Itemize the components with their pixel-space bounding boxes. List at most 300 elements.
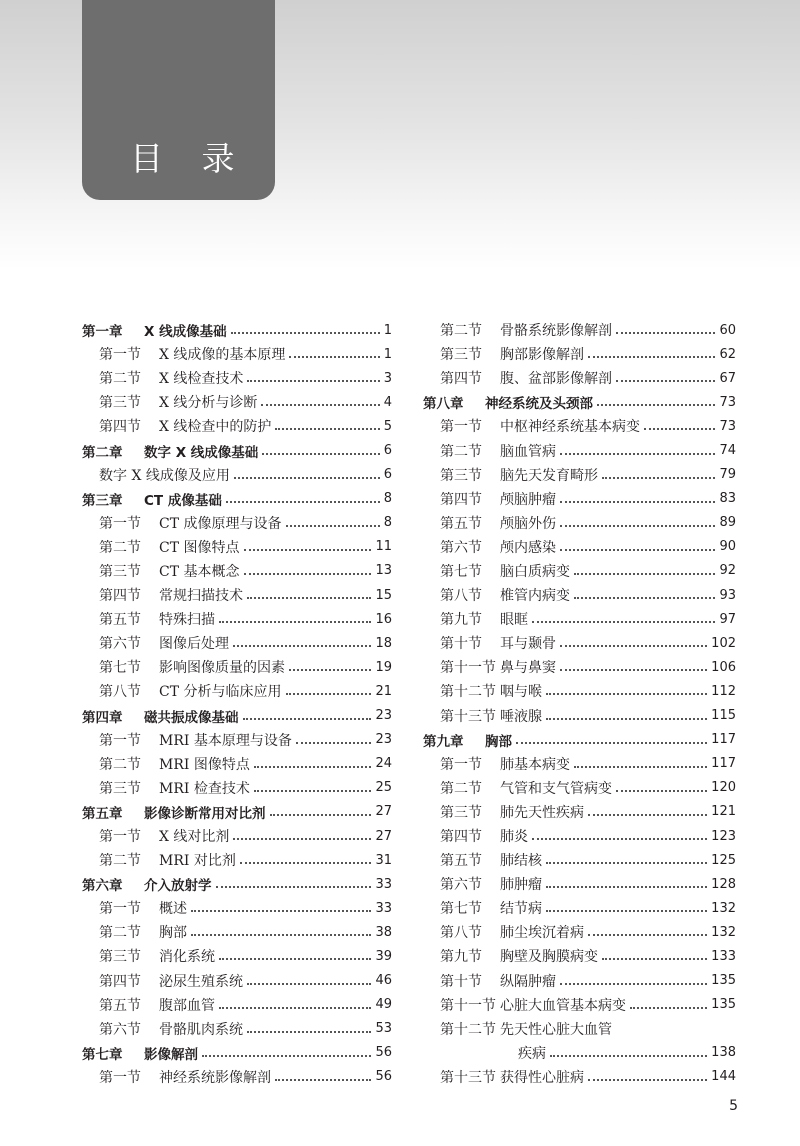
toc-section-entry[interactable] xyxy=(423,535,736,559)
entry-number: 第一节 xyxy=(440,756,482,773)
page-number: 5 xyxy=(729,1098,738,1114)
entry-page-number: 15 xyxy=(375,587,392,603)
entry-page-number: 19 xyxy=(375,659,392,675)
dot-leader xyxy=(532,826,707,840)
entry-page-number: 89 xyxy=(719,515,736,531)
dot-leader xyxy=(546,898,707,912)
entry-number: 第十二节 xyxy=(440,684,496,701)
dot-leader xyxy=(616,320,715,334)
entry-title: X 线成像基础 xyxy=(144,324,227,341)
toc-section-entry[interactable] xyxy=(82,631,392,655)
entry-number: 第二节 xyxy=(99,756,141,773)
entry-title: 神经系统影像解剖 xyxy=(159,1069,271,1086)
entry-page-number: 92 xyxy=(719,563,736,579)
entry-page-number: 13 xyxy=(375,563,392,579)
entry-number: 第六节 xyxy=(440,539,482,556)
entry-number: 第七节 xyxy=(440,563,482,580)
entry-title: MRI 基本原理与设备 xyxy=(159,732,292,749)
toc-section-entry[interactable] xyxy=(82,655,392,679)
entry-page-number: 112 xyxy=(711,683,736,699)
toc-section-entry[interactable] xyxy=(82,896,392,920)
entry-title: 胸部 xyxy=(485,733,512,750)
dot-leader xyxy=(254,778,372,792)
dot-leader xyxy=(191,922,371,936)
toc-section-entry[interactable] xyxy=(82,535,392,559)
entry-title: 影像解剖 xyxy=(144,1046,198,1063)
dot-leader xyxy=(560,657,707,671)
entry-title: X 线成像的基本原理 xyxy=(159,347,286,364)
entry-title: 数字 X 线成像基础 xyxy=(144,444,259,461)
entry-number: 第四节 xyxy=(99,588,141,605)
entry-number: 第三节 xyxy=(99,949,141,966)
dot-leader xyxy=(588,1067,707,1081)
entry-page-number: 38 xyxy=(375,924,392,940)
entry-page-number: 115 xyxy=(711,708,736,724)
toc-section-entry[interactable] xyxy=(82,1017,392,1041)
entry-page-number: 4 xyxy=(383,394,392,410)
entry-title: 腹、盆部影像解剖 xyxy=(500,371,612,388)
entry-title: 消化系统 xyxy=(159,949,215,966)
dot-leader xyxy=(546,874,707,888)
entry-number: 第二节 xyxy=(99,925,141,942)
dot-leader xyxy=(588,922,707,936)
entry-title: 肺炎 xyxy=(500,829,528,846)
toc-section-entry[interactable] xyxy=(82,366,392,390)
dot-leader xyxy=(574,561,715,575)
entry-number: 第八章 xyxy=(423,396,464,413)
entry-page-number: 97 xyxy=(719,611,736,627)
entry-number: 第五节 xyxy=(99,612,141,629)
dot-leader xyxy=(588,344,715,358)
toc-section-entry[interactable] xyxy=(423,920,736,944)
entry-title: 胸部影像解剖 xyxy=(500,347,584,364)
entry-page-number: 1 xyxy=(383,322,392,338)
entry-number: 第五章 xyxy=(82,805,123,822)
entry-page-number: 133 xyxy=(711,948,736,964)
toc-section-entry[interactable] xyxy=(423,511,736,535)
toc-section-entry[interactable] xyxy=(423,969,736,993)
entry-page-number: 11 xyxy=(375,539,392,555)
entry-page-number: 120 xyxy=(711,780,736,796)
entry-number: 第六节 xyxy=(99,636,141,653)
dot-leader xyxy=(516,730,707,744)
entry-page-number: 73 xyxy=(719,394,736,410)
entry-page-number: 23 xyxy=(375,732,392,748)
entry-page-number: 132 xyxy=(711,924,736,940)
entry-number: 第五节 xyxy=(440,515,482,532)
entry-page-number: 90 xyxy=(719,539,736,555)
dot-leader xyxy=(560,971,707,985)
entry-number: 第一节 xyxy=(99,732,141,749)
entry-title: CT 成像原理与设备 xyxy=(159,515,282,532)
entry-title: X 线对比剂 xyxy=(159,829,230,846)
entry-page-number: 5 xyxy=(383,418,392,434)
entry-title: MRI 检查技术 xyxy=(159,780,250,797)
toc-section-entry[interactable] xyxy=(423,318,736,342)
toc-section-entry[interactable] xyxy=(82,390,392,414)
dot-leader xyxy=(560,489,715,503)
entry-title: 唾液腺 xyxy=(500,708,542,725)
dot-leader xyxy=(289,344,379,358)
dot-leader xyxy=(270,802,372,816)
toc-section-entry[interactable] xyxy=(82,463,392,487)
entry-page-number: 74 xyxy=(719,443,736,459)
toc-section-entry[interactable] xyxy=(82,342,392,366)
toc-section-entry[interactable] xyxy=(423,366,736,390)
entry-page-number: 31 xyxy=(375,852,392,868)
entry-title: 骨骼系统影像解剖 xyxy=(500,323,612,340)
entry-title: CT 分析与临床应用 xyxy=(159,684,282,701)
toc-section-entry[interactable] xyxy=(423,607,736,631)
dot-leader xyxy=(247,1019,371,1033)
toc-section-entry[interactable] xyxy=(82,583,392,607)
dot-leader xyxy=(546,850,707,864)
toc-section-entry[interactable] xyxy=(82,776,392,800)
dot-leader xyxy=(616,368,715,382)
entry-number: 第六章 xyxy=(82,878,123,895)
toc-column-right xyxy=(423,318,736,1089)
dot-leader xyxy=(219,995,371,1009)
entry-page-number: 138 xyxy=(711,1045,736,1061)
entry-number: 第六节 xyxy=(99,1021,141,1038)
toc-chapter-entry[interactable] xyxy=(82,438,392,462)
entry-number: 第七节 xyxy=(99,660,141,677)
entry-page-number: 8 xyxy=(383,515,392,531)
dot-leader xyxy=(602,946,707,960)
entry-title: 获得性心脏病 xyxy=(500,1069,584,1086)
entry-number: 第十一节 xyxy=(440,997,496,1014)
toc-section-entry[interactable] xyxy=(82,511,392,535)
entry-page-number: 83 xyxy=(719,491,736,507)
entry-number: 第四节 xyxy=(440,829,482,846)
dot-leader xyxy=(286,681,372,695)
entry-title: X 线检查技术 xyxy=(159,371,244,388)
entry-page-number: 53 xyxy=(375,1021,392,1037)
toc-section-entry[interactable] xyxy=(423,583,736,607)
dot-leader xyxy=(240,850,372,864)
entry-title: 概述 xyxy=(159,901,187,918)
dot-leader xyxy=(262,441,379,455)
entry-number: 第二节 xyxy=(99,853,141,870)
entry-page-number: 46 xyxy=(375,973,392,989)
dot-leader xyxy=(234,465,380,479)
entry-page-number: 144 xyxy=(711,1069,736,1085)
entry-title: 骨骼肌肉系统 xyxy=(159,1021,243,1038)
entry-title: CT 成像基础 xyxy=(144,492,222,509)
entry-page-number: 135 xyxy=(711,973,736,989)
entry-page-number: 33 xyxy=(375,876,392,892)
toc-section-entry[interactable] xyxy=(423,993,736,1017)
entry-title: 先天性心脏大血管 xyxy=(500,1021,612,1038)
toc-section-entry[interactable] xyxy=(423,848,736,872)
toc-chapter-entry[interactable] xyxy=(423,390,736,414)
entry-title: 特殊扫描 xyxy=(159,612,215,629)
dot-leader xyxy=(216,874,372,888)
entry-title: 腹部血管 xyxy=(159,997,215,1014)
toc-section-entry[interactable] xyxy=(423,1065,736,1089)
entry-page-number: 121 xyxy=(711,804,736,820)
entry-number: 第一节 xyxy=(99,901,141,918)
dot-leader xyxy=(644,416,715,430)
entry-title: 胸部 xyxy=(159,925,187,942)
entry-page-number: 27 xyxy=(375,828,392,844)
toc-section-entry[interactable] xyxy=(423,487,736,511)
entry-number: 第四章 xyxy=(82,709,123,726)
entry-title: 脑血管病 xyxy=(500,443,556,460)
dot-leader xyxy=(247,971,371,985)
dot-leader xyxy=(289,657,371,671)
toc-section-entry[interactable] xyxy=(423,1017,736,1041)
entry-title: 咽与喉 xyxy=(500,684,542,701)
toc-section-entry[interactable] xyxy=(423,944,736,968)
toc-chapter-entry[interactable] xyxy=(423,728,736,752)
dot-leader xyxy=(574,585,715,599)
entry-page-number: 6 xyxy=(383,467,392,483)
entry-title: 磁共振成像基础 xyxy=(144,709,239,726)
entry-number: 第十三节 xyxy=(440,1069,496,1086)
toc-section-entry[interactable] xyxy=(82,920,392,944)
entry-page-number: 18 xyxy=(375,635,392,651)
entry-title: 脑白质病变 xyxy=(500,563,570,580)
toc-section-entry[interactable] xyxy=(82,1065,392,1089)
entry-number: 第二节 xyxy=(440,780,482,797)
toc-section-entry[interactable] xyxy=(82,944,392,968)
toc-section-entry[interactable] xyxy=(423,679,736,703)
entry-title: 常规扫描技术 xyxy=(159,588,243,605)
entry-title: 心脏大血管基本病变 xyxy=(500,997,626,1014)
toc-section-entry[interactable] xyxy=(82,728,392,752)
entry-page-number: 132 xyxy=(711,900,736,916)
dot-leader xyxy=(532,609,715,623)
entry-number: 第一节 xyxy=(99,829,141,846)
toc-section-entry[interactable] xyxy=(423,414,736,438)
entry-title: 图像后处理 xyxy=(159,636,229,653)
entry-title: X 线检查中的防护 xyxy=(159,419,272,436)
entry-number: 第七节 xyxy=(440,901,482,918)
entry-page-number: 6 xyxy=(383,443,392,459)
dot-leader xyxy=(219,609,371,623)
entry-number: 第九节 xyxy=(440,612,482,629)
dot-leader xyxy=(219,946,371,960)
entry-number: 第八节 xyxy=(99,684,141,701)
entry-title: CT 图像特点 xyxy=(159,539,240,556)
toc-section-entry[interactable] xyxy=(423,438,736,462)
toc-section-entry[interactable] xyxy=(82,824,392,848)
dot-leader xyxy=(560,633,707,647)
entry-page-number: 56 xyxy=(375,1045,392,1061)
entry-page-number: 21 xyxy=(375,683,392,699)
dot-leader xyxy=(254,754,372,768)
entry-page-number: 79 xyxy=(719,467,736,483)
entry-title: 影像诊断常用对比剂 xyxy=(144,805,266,822)
toc-section-entry[interactable] xyxy=(423,1041,736,1065)
entry-number: 第十一节 xyxy=(440,660,496,677)
toc-section-entry[interactable] xyxy=(423,824,736,848)
entry-title: 耳与颞骨 xyxy=(500,636,556,653)
toc-section-entry[interactable] xyxy=(82,414,392,438)
entry-number: 第七章 xyxy=(82,1046,123,1063)
entry-page-number: 23 xyxy=(375,708,392,724)
entry-number: 第六节 xyxy=(440,877,482,894)
dot-leader xyxy=(560,441,715,455)
entry-title: 影响图像质量的因素 xyxy=(159,660,285,677)
entry-page-number: 24 xyxy=(375,756,392,772)
dot-leader xyxy=(546,706,707,720)
entry-title: 泌尿生殖系统 xyxy=(159,973,243,990)
entry-number: 第十二节 xyxy=(440,1021,496,1038)
entry-page-number: 93 xyxy=(719,587,736,603)
entry-title: 肺先天性疾病 xyxy=(500,804,584,821)
toc-chapter-entry[interactable] xyxy=(82,872,392,896)
entry-number: 第三节 xyxy=(99,780,141,797)
entry-number: 第九章 xyxy=(423,733,464,750)
toc-section-entry[interactable] xyxy=(82,993,392,1017)
entry-title: 肺肿瘤 xyxy=(500,877,542,894)
entry-title: 肺基本病变 xyxy=(500,756,570,773)
toc-column-left xyxy=(82,318,392,1089)
entry-title: MRI 图像特点 xyxy=(159,756,250,773)
entry-title: 神经系统及头颈部 xyxy=(485,396,593,413)
entry-number: 第一章 xyxy=(82,324,123,341)
entry-page-number: 67 xyxy=(719,370,736,386)
entry-number: 第四节 xyxy=(99,419,141,436)
entry-page-number: 27 xyxy=(375,804,392,820)
dot-leader xyxy=(286,513,380,527)
toc-chapter-entry[interactable] xyxy=(82,800,392,824)
dot-leader xyxy=(296,730,372,744)
entry-page-number: 33 xyxy=(375,900,392,916)
entry-number: 第八节 xyxy=(440,588,482,605)
toc-section-entry[interactable] xyxy=(82,752,392,776)
toc-chapter-entry[interactable] xyxy=(82,704,392,728)
entry-title: 颅内感染 xyxy=(500,539,556,556)
entry-number: 第一节 xyxy=(99,1069,141,1086)
toc-section-entry[interactable] xyxy=(423,752,736,776)
entry-page-number: 49 xyxy=(375,997,392,1013)
entry-number: 第三章 xyxy=(82,492,123,509)
dot-leader xyxy=(602,465,715,479)
toc-chapter-entry[interactable] xyxy=(82,1041,392,1065)
entry-title: CT 基本概念 xyxy=(159,563,240,580)
entry-title: 鼻与鼻窦 xyxy=(500,660,556,677)
entry-number: 第四节 xyxy=(440,491,482,508)
toc-section-entry[interactable] xyxy=(423,631,736,655)
dot-leader xyxy=(231,320,380,334)
toc-section-entry[interactable] xyxy=(82,559,392,583)
entry-number: 第一节 xyxy=(440,419,482,436)
entry-title: 脑先天发育畸形 xyxy=(500,467,598,484)
toc-section-entry[interactable] xyxy=(82,848,392,872)
entry-title: 胸壁及胸膜病变 xyxy=(500,949,598,966)
toc-chapter-entry[interactable] xyxy=(82,487,392,511)
entry-page-number: 73 xyxy=(719,418,736,434)
entry-number: 第二节 xyxy=(440,323,482,340)
entry-number: 第四节 xyxy=(99,973,141,990)
entry-number: 第十三节 xyxy=(440,708,496,725)
dot-leader xyxy=(244,561,372,575)
toc-section-entry[interactable] xyxy=(423,896,736,920)
dot-leader xyxy=(560,513,715,527)
dot-leader xyxy=(191,898,371,912)
entry-title: 数字 X 线成像及应用 xyxy=(99,467,230,484)
entry-page-number: 102 xyxy=(711,635,736,651)
toc-section-entry[interactable] xyxy=(423,559,736,583)
dot-leader xyxy=(275,416,379,430)
entry-page-number: 56 xyxy=(375,1069,392,1085)
entry-number: 第二章 xyxy=(82,444,123,461)
dot-leader xyxy=(226,489,380,503)
dot-leader xyxy=(616,778,707,792)
entry-title: 介入放射学 xyxy=(144,878,212,895)
toc-section-entry[interactable] xyxy=(423,655,736,679)
dot-leader xyxy=(233,633,371,647)
dot-leader xyxy=(202,1043,371,1057)
entry-title: X 线分析与诊断 xyxy=(159,395,258,412)
dot-leader xyxy=(630,995,707,1009)
entry-title: 颅脑外伤 xyxy=(500,515,556,532)
dot-leader xyxy=(244,537,372,551)
dot-leader xyxy=(597,392,715,406)
entry-page-number: 16 xyxy=(375,611,392,627)
dot-leader xyxy=(247,585,371,599)
toc-section-entry[interactable] xyxy=(423,872,736,896)
entry-number: 第五节 xyxy=(440,853,482,870)
entry-title: 纵隔肿瘤 xyxy=(500,973,556,990)
toc-section-entry[interactable] xyxy=(423,463,736,487)
entry-number: 第二节 xyxy=(99,539,141,556)
entry-page-number: 128 xyxy=(711,876,736,892)
entry-page-number: 60 xyxy=(719,322,736,338)
entry-title: 中枢神经系统基本病变 xyxy=(500,419,640,436)
dot-leader xyxy=(261,392,379,406)
toc-section-entry[interactable] xyxy=(423,342,736,366)
toc-section-entry[interactable] xyxy=(423,800,736,824)
entry-title: 气管和支气管病变 xyxy=(500,780,612,797)
entry-number: 第九节 xyxy=(440,949,482,966)
dot-leader xyxy=(233,826,371,840)
entry-number: 第三节 xyxy=(99,395,141,412)
entry-number: 第八节 xyxy=(440,925,482,942)
toc-chapter-entry[interactable] xyxy=(82,318,392,342)
dot-leader xyxy=(243,706,372,720)
dot-leader xyxy=(574,754,707,768)
dot-leader xyxy=(550,1043,707,1057)
dot-leader xyxy=(546,681,707,695)
entry-title: 肺结核 xyxy=(500,853,542,870)
entry-page-number: 117 xyxy=(711,732,736,748)
entry-page-number: 39 xyxy=(375,948,392,964)
page-title: 目 录 xyxy=(130,139,249,178)
entry-number: 第十节 xyxy=(440,973,482,990)
entry-number: 第二节 xyxy=(440,443,482,460)
dot-leader xyxy=(560,537,715,551)
toc-section-entry[interactable] xyxy=(82,969,392,993)
entry-page-number: 117 xyxy=(711,756,736,772)
entry-title: 椎管内病变 xyxy=(500,588,570,605)
entry-page-number: 123 xyxy=(711,828,736,844)
entry-title: 疾病 xyxy=(518,1045,546,1062)
title-tab xyxy=(82,0,275,200)
toc-section-entry[interactable] xyxy=(82,607,392,631)
dot-leader xyxy=(247,368,379,382)
toc-section-entry[interactable] xyxy=(82,679,392,703)
dot-leader xyxy=(275,1067,371,1081)
toc-section-entry[interactable] xyxy=(423,704,736,728)
entry-number: 第四节 xyxy=(440,371,482,388)
entry-number: 第三节 xyxy=(440,347,482,364)
entry-page-number: 106 xyxy=(711,659,736,675)
toc-section-entry[interactable] xyxy=(423,776,736,800)
